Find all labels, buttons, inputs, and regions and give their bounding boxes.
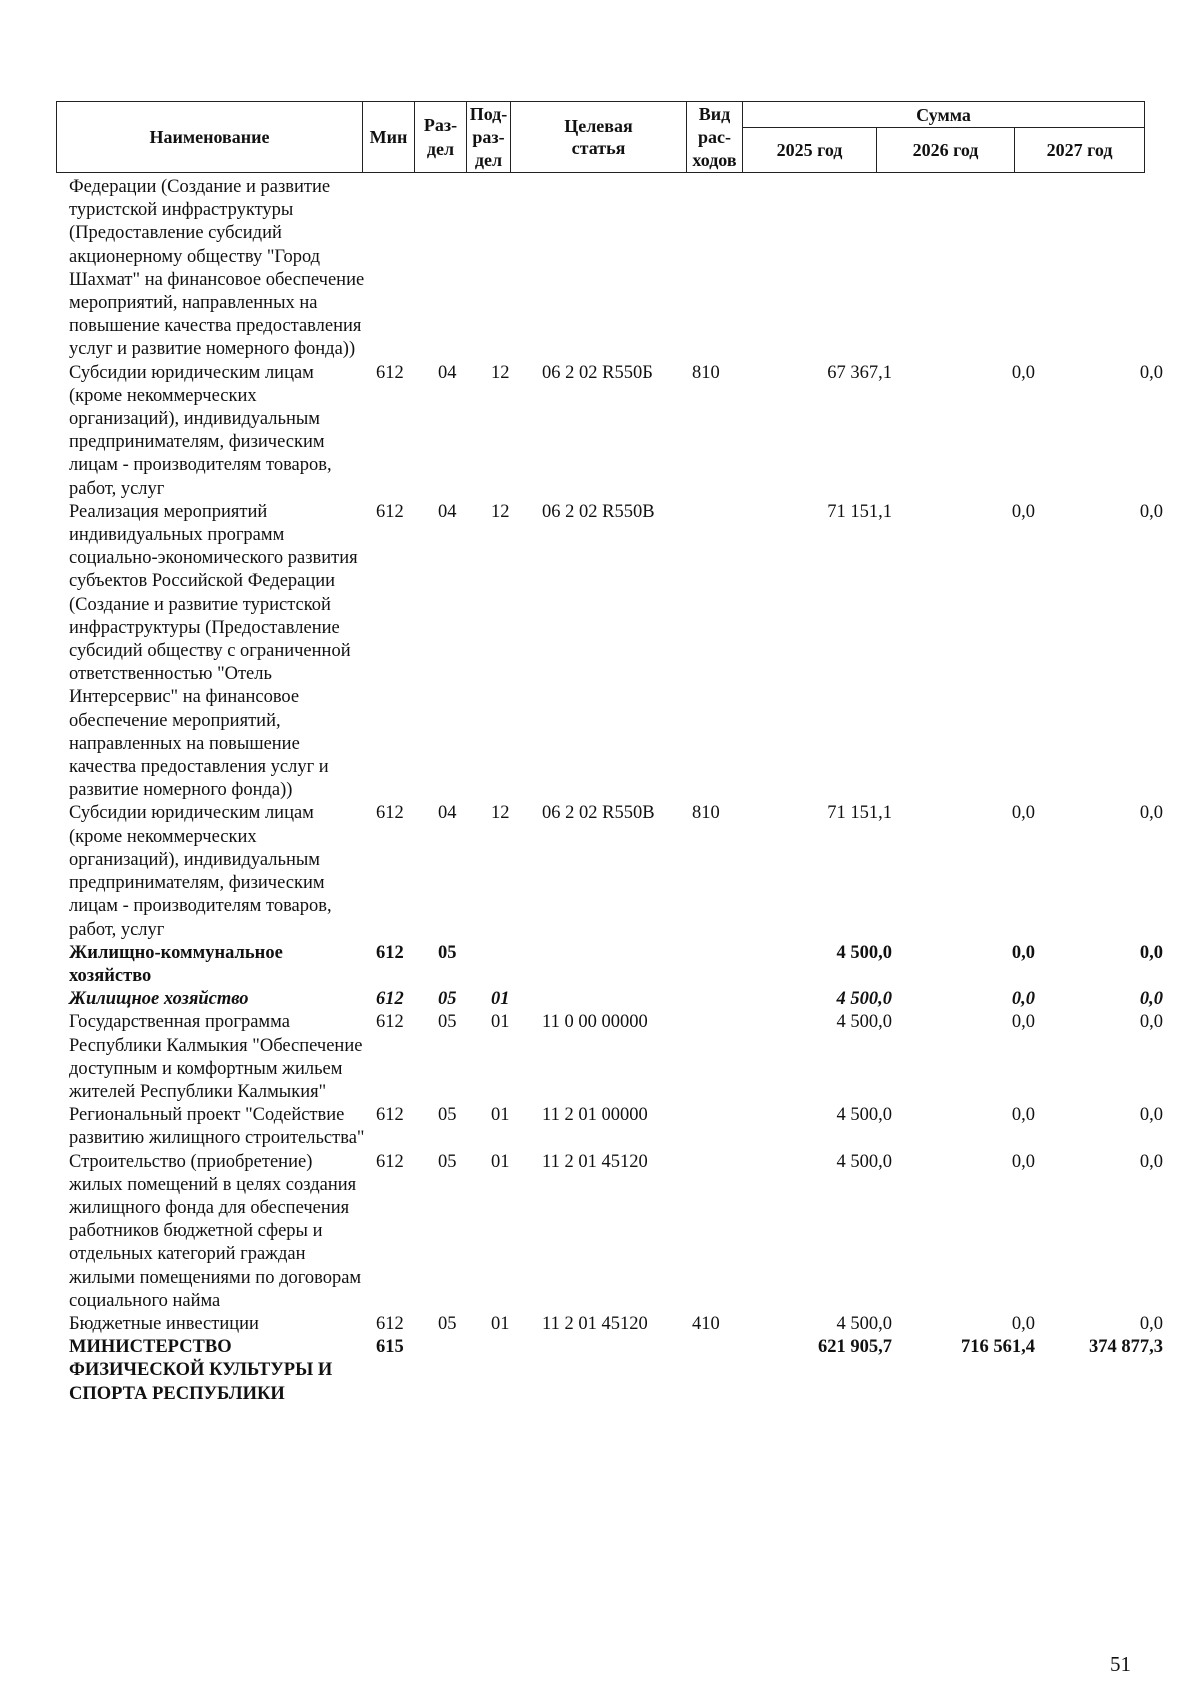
cell-vr: 810 [692, 803, 720, 824]
cell-y3: 374 877,3 [1089, 1337, 1163, 1358]
cell-rz: 05 [438, 942, 457, 963]
cell-min: 615 [376, 1337, 404, 1358]
table-row [0, 176, 1200, 362]
cell-name: Строительство (приобретение) жилых помещений в целях создания жилищного фонда для обеспечения работников бюджетной сферы и отдельных категорий граждан жилыми помещениями по договорам социального найма [69, 1151, 362, 1311]
cell-y3: 0,0 [1139, 362, 1163, 383]
cell-name: Жилищно-коммунальное хозяйство [69, 942, 283, 986]
cell-rz: 05 [438, 1313, 457, 1334]
cell-cs: 11 2 01 45120 [542, 1313, 648, 1334]
header-min: Мин [363, 102, 415, 173]
cell-y1: 4 500,0 [836, 1105, 892, 1126]
table-header [56, 101, 1145, 173]
table-row [0, 362, 1200, 501]
cell-y2: 0,0 [1011, 942, 1035, 963]
cell-name: Жилищное хозяйство [69, 989, 249, 1010]
cell-rz: 05 [438, 1151, 457, 1172]
cell-name: Региональный проект "Содействие развитию жилищного строительства" [69, 1105, 365, 1149]
cell-y2: 0,0 [1011, 803, 1035, 824]
cell-y2: 0,0 [1011, 1012, 1035, 1033]
cell-vr: 410 [692, 1313, 720, 1334]
cell-y2: 0,0 [1011, 362, 1035, 383]
cell-pr: 01 [491, 1105, 510, 1126]
header-2025: 2025 год [743, 128, 877, 173]
cell-y2: 0,0 [1011, 1313, 1035, 1334]
table-body [0, 176, 1200, 1406]
header-summa: Сумма [743, 102, 1145, 128]
cell-y1: 621 905,7 [818, 1337, 892, 1358]
table-row [0, 1313, 1200, 1336]
cell-rz: 05 [438, 1012, 457, 1033]
cell-min: 612 [376, 1313, 404, 1334]
cell-name: Субсидии юридическим лицам (кроме некоммерческих организаций), индивидуальным предпринимателям, физическим лицам - производителям товаров, работ, услуг [69, 803, 332, 940]
cell-min: 612 [376, 942, 404, 963]
table-row [0, 1151, 1200, 1313]
cell-pr: 01 [491, 1313, 510, 1334]
cell-pr: 01 [491, 989, 510, 1010]
cell-y3: 0,0 [1139, 942, 1163, 963]
table-row [0, 1011, 1200, 1104]
cell-cs: 11 0 00 00000 [542, 1012, 648, 1033]
cell-pr: 12 [491, 362, 510, 383]
cell-pr: 12 [491, 803, 510, 824]
cell-rz: 04 [438, 501, 457, 522]
cell-y1: 71 151,1 [827, 501, 892, 522]
cell-name: Субсидии юридическим лицам (кроме некоммерческих организаций), индивидуальным предпринимателям, физическим лицам - производителям товаров, работ, услуг [69, 362, 332, 499]
cell-cs: 06 2 02 R550В [542, 501, 655, 522]
cell-vr: 810 [692, 362, 720, 383]
header-razdel: Раз- дел [415, 102, 467, 173]
header-2027: 2027 год [1015, 128, 1145, 173]
table-row [0, 501, 1200, 803]
cell-y3: 0,0 [1139, 1105, 1163, 1126]
cell-rz: 05 [438, 1105, 457, 1126]
cell-y3: 0,0 [1139, 1313, 1163, 1334]
cell-y3: 0,0 [1139, 1151, 1163, 1172]
cell-y1: 4 500,0 [836, 1313, 892, 1334]
header-celevaya: Целевая статья [511, 102, 687, 173]
cell-name: Государственная программа Республики Калмыкия "Обеспечение доступным и комфортным жильем жителей Республики Калмыкия" [69, 1012, 363, 1102]
cell-pr: 01 [491, 1012, 510, 1033]
cell-name: МИНИСТЕРСТВО ФИЗИЧЕСКОЙ КУЛЬТУРЫ И СПОРТА РЕСПУБЛИКИ [69, 1337, 333, 1404]
cell-y2: 0,0 [1011, 1105, 1035, 1126]
cell-cs: 11 2 01 00000 [542, 1105, 648, 1126]
table-row [0, 1104, 1200, 1150]
cell-pr: 12 [491, 501, 510, 522]
cell-min: 612 [376, 1105, 404, 1126]
header-name: Наименование [57, 102, 363, 173]
cell-min: 612 [376, 803, 404, 824]
cell-y1: 71 151,1 [827, 803, 892, 824]
cell-y1: 4 500,0 [836, 1151, 892, 1172]
cell-name: Федерации (Создание и развитие туристской инфраструктуры (Предоставление субсидий акционерному обществу "Город Шахмат" на финансовое обеспечение мероприятий, направленных на повышение качества предоставления услуг и развитие номерного фонда)) [69, 177, 365, 360]
cell-name: Бюджетные инвестиции [69, 1313, 259, 1334]
cell-y1: 4 500,0 [836, 1012, 892, 1033]
cell-rz: 04 [438, 362, 457, 383]
cell-rz: 04 [438, 803, 457, 824]
table-row [0, 802, 1200, 941]
cell-y3: 0,0 [1139, 989, 1163, 1010]
cell-cs: 06 2 02 R550В [542, 803, 655, 824]
table-row [0, 988, 1200, 1011]
cell-y1: 67 367,1 [827, 362, 892, 383]
table-row [0, 942, 1200, 988]
header-podrazdel: Под- раз- дел [467, 102, 511, 173]
cell-min: 612 [376, 501, 404, 522]
cell-y3: 0,0 [1139, 501, 1163, 522]
cell-cs: 06 2 02 R550Б [542, 362, 653, 383]
cell-name: Реализация мероприятий индивидуальных программ социально-экономического развития субъектов Российской Федерации (Создание и развитие туристской инфраструктуры (Предоставление субсидий обществу с ограниченной ответственностью "Отель Интерсервис" на финансовое обеспечение мероприятий, направленных на повышение качества предоставления услуг и развитие номерного фонда)) [69, 501, 358, 801]
page-number: 51 [1110, 1652, 1131, 1676]
cell-y3: 0,0 [1139, 803, 1163, 824]
cell-y3: 0,0 [1139, 1012, 1163, 1033]
cell-min: 612 [376, 1012, 404, 1033]
header-2026: 2026 год [877, 128, 1015, 173]
cell-rz: 05 [438, 989, 457, 1010]
cell-y2: 0,0 [1011, 989, 1035, 1010]
cell-min: 612 [376, 989, 404, 1010]
cell-min: 612 [376, 362, 404, 383]
cell-y1: 4 500,0 [836, 942, 892, 963]
cell-y2: 0,0 [1011, 501, 1035, 522]
table-row [0, 1336, 1200, 1406]
cell-y2: 0,0 [1011, 1151, 1035, 1172]
cell-min: 612 [376, 1151, 404, 1172]
cell-y2: 716 561,4 [961, 1337, 1035, 1358]
cell-cs: 11 2 01 45120 [542, 1151, 648, 1172]
cell-y1: 4 500,0 [836, 989, 892, 1010]
header-vid: Вид рас- ходов [687, 102, 743, 173]
cell-pr: 01 [491, 1151, 510, 1172]
